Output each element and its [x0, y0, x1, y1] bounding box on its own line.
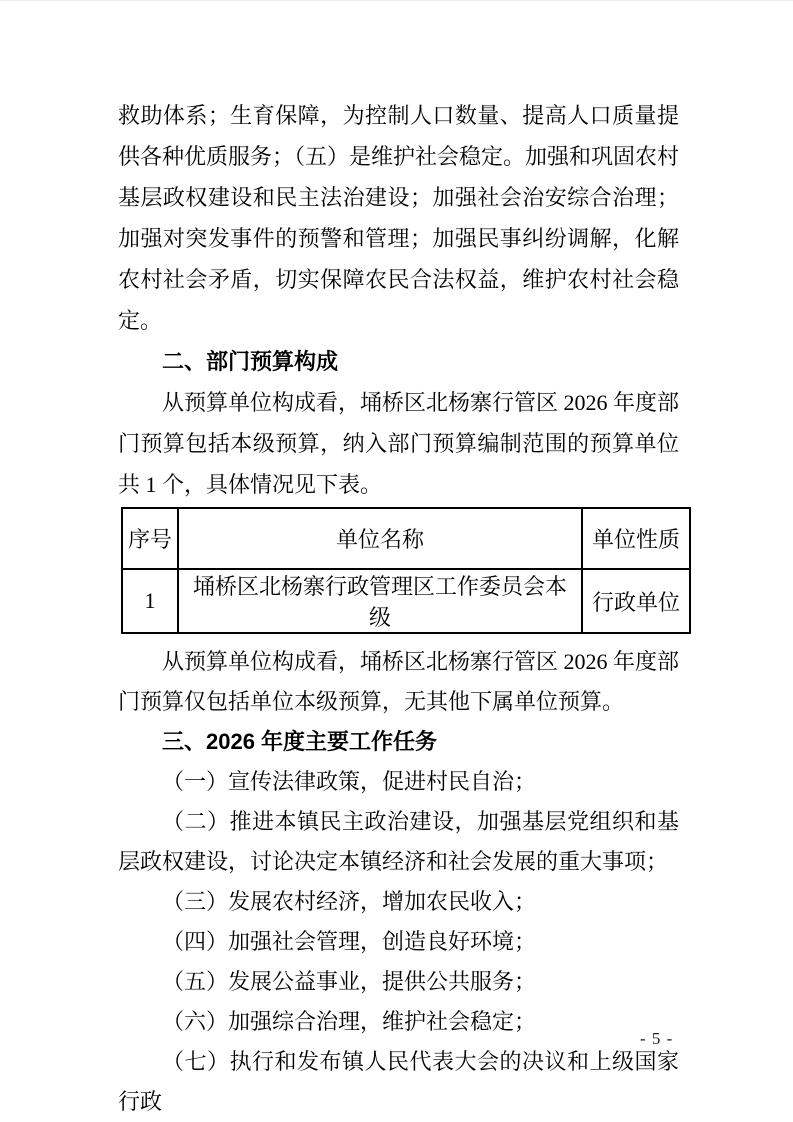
cell-unit-type: 行政单位	[582, 569, 690, 633]
column-header-unit-type: 单位性质	[582, 508, 690, 569]
page-number: - 5 -	[640, 1029, 674, 1048]
cell-unit-name: 埇桥区北杨寨行政管理区工作委员会本级	[178, 569, 582, 633]
task-item-6: （六）加强综合治理，维护社会稳定；	[162, 1009, 537, 1034]
section-2-closing-paragraph: 从预算单位构成看，埇桥区北杨寨行管区 2026 年度部门预算仅包括单位本级预算，无其他下属单位预算。	[118, 649, 680, 714]
task-item-4: （四）加强社会管理，创造良好环境；	[162, 929, 537, 954]
column-header-index: 序号	[122, 508, 178, 569]
continuation-paragraph: 救助体系；生育保障，为控制人口数量、提高人口质量提供各种优质服务；（五）是维护社会稳定。加强和巩固农村基层政权建设和民主法治建设；加强社会治安综合治理；加强对突发事件的预警和管理；加强民事纠纷调解，化解农村社会矛盾，切实保障农民合法权益，维护农村社会稳定。	[118, 103, 680, 333]
task-item-3: （三）发展农村经济，增加农民收入；	[162, 889, 537, 914]
budget-units-table	[121, 507, 691, 634]
section-2-intro-paragraph: 从预算单位构成看，埇桥区北杨寨行管区 2026 年度部门预算包括本级预算，纳入部门预算编制范围的预算单位共 1 个，具体情况见下表。	[118, 390, 680, 497]
table-header-row	[122, 508, 690, 569]
task-item-2: （二）推进本镇民主政治建设，加强基层党组织和基层政权建设，讨论决定本镇经济和社会发展的重大事项；	[118, 809, 679, 874]
section-3-heading: 三、2026 年度主要工作任务	[162, 729, 438, 754]
task-item-1: （一）宣传法律政策，促进村民自治；	[162, 769, 537, 794]
page-content	[118, 95, 679, 1122]
task-item-7: （七）执行和发布镇人民代表大会的决议和上级国家行政	[118, 1049, 679, 1114]
column-header-unit-name: 单位名称	[178, 508, 582, 569]
task-item-5: （五）发展公益事业，提供公共服务；	[162, 969, 537, 994]
section-2-heading: 二、部门预算构成	[162, 349, 339, 374]
cell-row-index: 1	[122, 569, 178, 633]
table-row	[122, 569, 690, 633]
